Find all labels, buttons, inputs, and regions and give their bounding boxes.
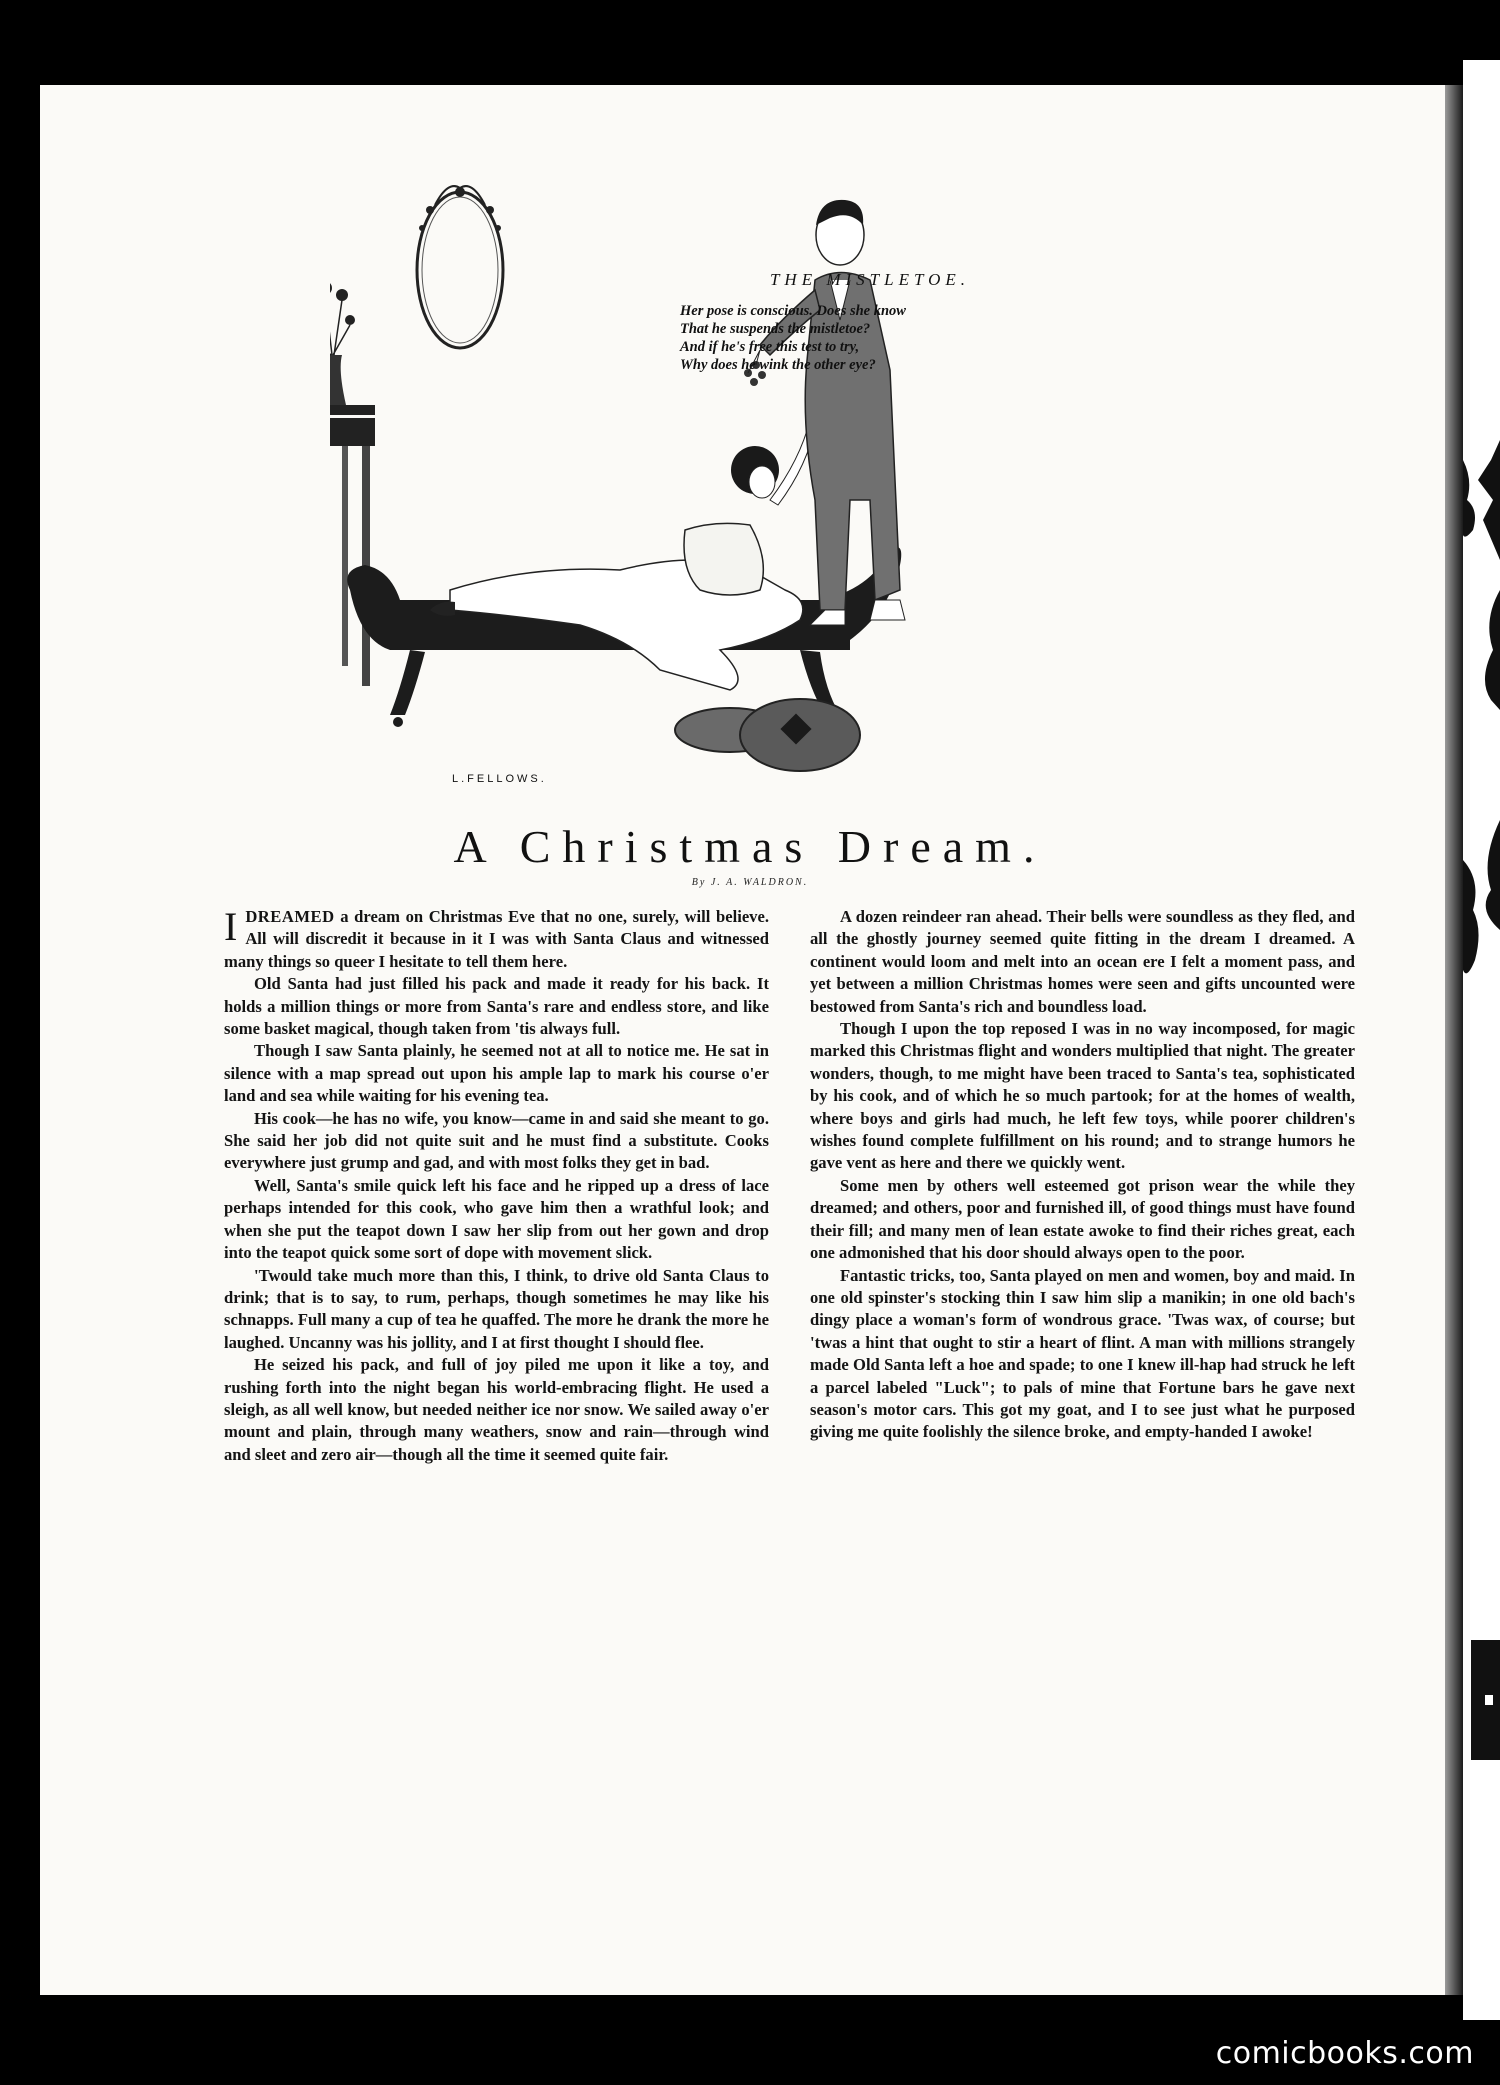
paragraph: Old Santa had just filled his pack and made it ready for his back. It holds a million things or more from Santa's rare and endless store, and like some basket magical, though taken from 'tis always full. bbox=[224, 974, 769, 1039]
paragraph: Though I upon the top reposed I was in no way incomposed, for magic marked this Christmas flight and wonders multiplied that night. The greater wonders, though, to me might have been traced to Santa's tea, sophisticated by his cook, and of which he so much partook; for at the homes of wealth, where boys and girls had much, he left few toys, while poorer children's wishes found complete fulfillment on his round; and to strange humors he gave vent as here and there we quickly went. bbox=[810, 1019, 1355, 1173]
paragraph: Some men by others well esteemed got prison wear the while they dreamed; and others, poor and furnished ill, of good things must have found their fill; and many men of lean estate awoke to find their riches great, each one admonished that his door should always open to the poor. bbox=[810, 1175, 1355, 1263]
poem-line: Why does he wink the other eye? bbox=[680, 357, 876, 373]
artist-signature: L.FELLOWS. bbox=[452, 773, 547, 785]
holly-decoration bbox=[1463, 440, 1500, 1940]
oval-mirror bbox=[417, 186, 503, 348]
paragraph: Though I saw Santa plainly, he seemed not at all to notice me. He sat in silence with a map spread out upon his ample lap to mark his course o'er land and sea while waiting for his evening tea. bbox=[224, 1041, 769, 1106]
paragraph: He seized his pack, and full of joy piled me upon it like a toy, and rushing forth into the night began his world-embracing flight. He used a sleigh, as all well know, but needed neither ice nor snow. We sailed away o'er mount and plain, through many weathers, snow and rain—through wind and sleet and zero air—though all the time it seemed quite fair. bbox=[224, 1355, 769, 1464]
text-column-left bbox=[224, 906, 769, 1466]
paragraph: Well, Santa's smile quick left his face and he ripped up a dress of lace perhaps intended for this cook, who gave him then a wrathful look; and when she put the teapot down I saw her slip from out her gown and drop into the teapot quick some sort of dope with movement slick. bbox=[224, 1175, 769, 1263]
paragraph: A dozen reindeer ran ahead. Their bells were soundless as they fled, and all the ghostly journey seemed quite fitting in the dream I dreamed. A continent would loom and melt into an ocean ere I felt a moment pass, and yet between a million Christmas homes were seen and gifts uncounted were bestowed from Santa's rich and boundless load. bbox=[810, 907, 1355, 1016]
drop-cap: I bbox=[224, 904, 238, 949]
text-column-right bbox=[810, 906, 1355, 1444]
story-byline: By J. A. WALDRON. bbox=[691, 877, 809, 888]
floor-cushions bbox=[675, 699, 860, 771]
mistletoe-illustration bbox=[330, 170, 1060, 820]
opening-word: DREAMED bbox=[245, 907, 335, 926]
illustration-poem bbox=[680, 302, 1040, 374]
side-table bbox=[330, 405, 375, 686]
poem-line: That he suspends the mistletoe? bbox=[680, 321, 871, 337]
poem-line: Her pose is conscious. Does she know bbox=[680, 303, 906, 319]
standing-man bbox=[744, 200, 905, 625]
illustration-title: THE MISTLETOE. bbox=[769, 270, 971, 289]
story-title: A Christmas Dream. bbox=[453, 821, 1047, 872]
paragraph: His cook—he has no wife, you know—came in and said she meant to go. She said her job did not quite suit and he must find a substitute. Cooks everywhere just grump and gad, and with most folks they get in bad. bbox=[224, 1108, 769, 1173]
paragraph: 'Twould take much more than this, I think, to drive old Santa Claus to drink; that is to say, to rum, perhaps, though sometimes he may like his schnapps. Full many a cup of tea he quaffed. The more he drank the more he laughed. Uncanny was his jollity, and I at first thought I should flee. bbox=[224, 1265, 769, 1352]
poem-line: And if he's free this test to try, bbox=[680, 339, 860, 355]
flower-vase bbox=[330, 281, 355, 405]
paragraph: Fantastic tricks, too, Santa played on men and women, boy and maid. In one old spinster's stocking thin I saw him slip a manikin; in one old bach's dingy place a woman's form of wondrous grace. 'Twas wax, of course; but 'twas a hint that ought to stir a heart of flint. A man with millions strangely made Old Santa left a hoe and spade; to one I knew ill-hap had struck he left a parcel labeled "Luck"; to pals of mine that Fortune bars he gave next season's motor cars. This got my goat, and I to see just what he purposed giving me quite foolishly the silence broke, and empty-handed I awoke! bbox=[810, 1265, 1355, 1442]
page-gutter-shadow bbox=[1445, 85, 1463, 1995]
site-watermark: comicbooks.com bbox=[1215, 2036, 1474, 2071]
paragraph-text: a dream on Christmas Eve that no one, surely, will believe. All will discredit it because in it I was with Santa Claus and witnessed many things so queer I hesitate to tell them here. bbox=[224, 907, 769, 971]
paragraph bbox=[224, 906, 769, 973]
